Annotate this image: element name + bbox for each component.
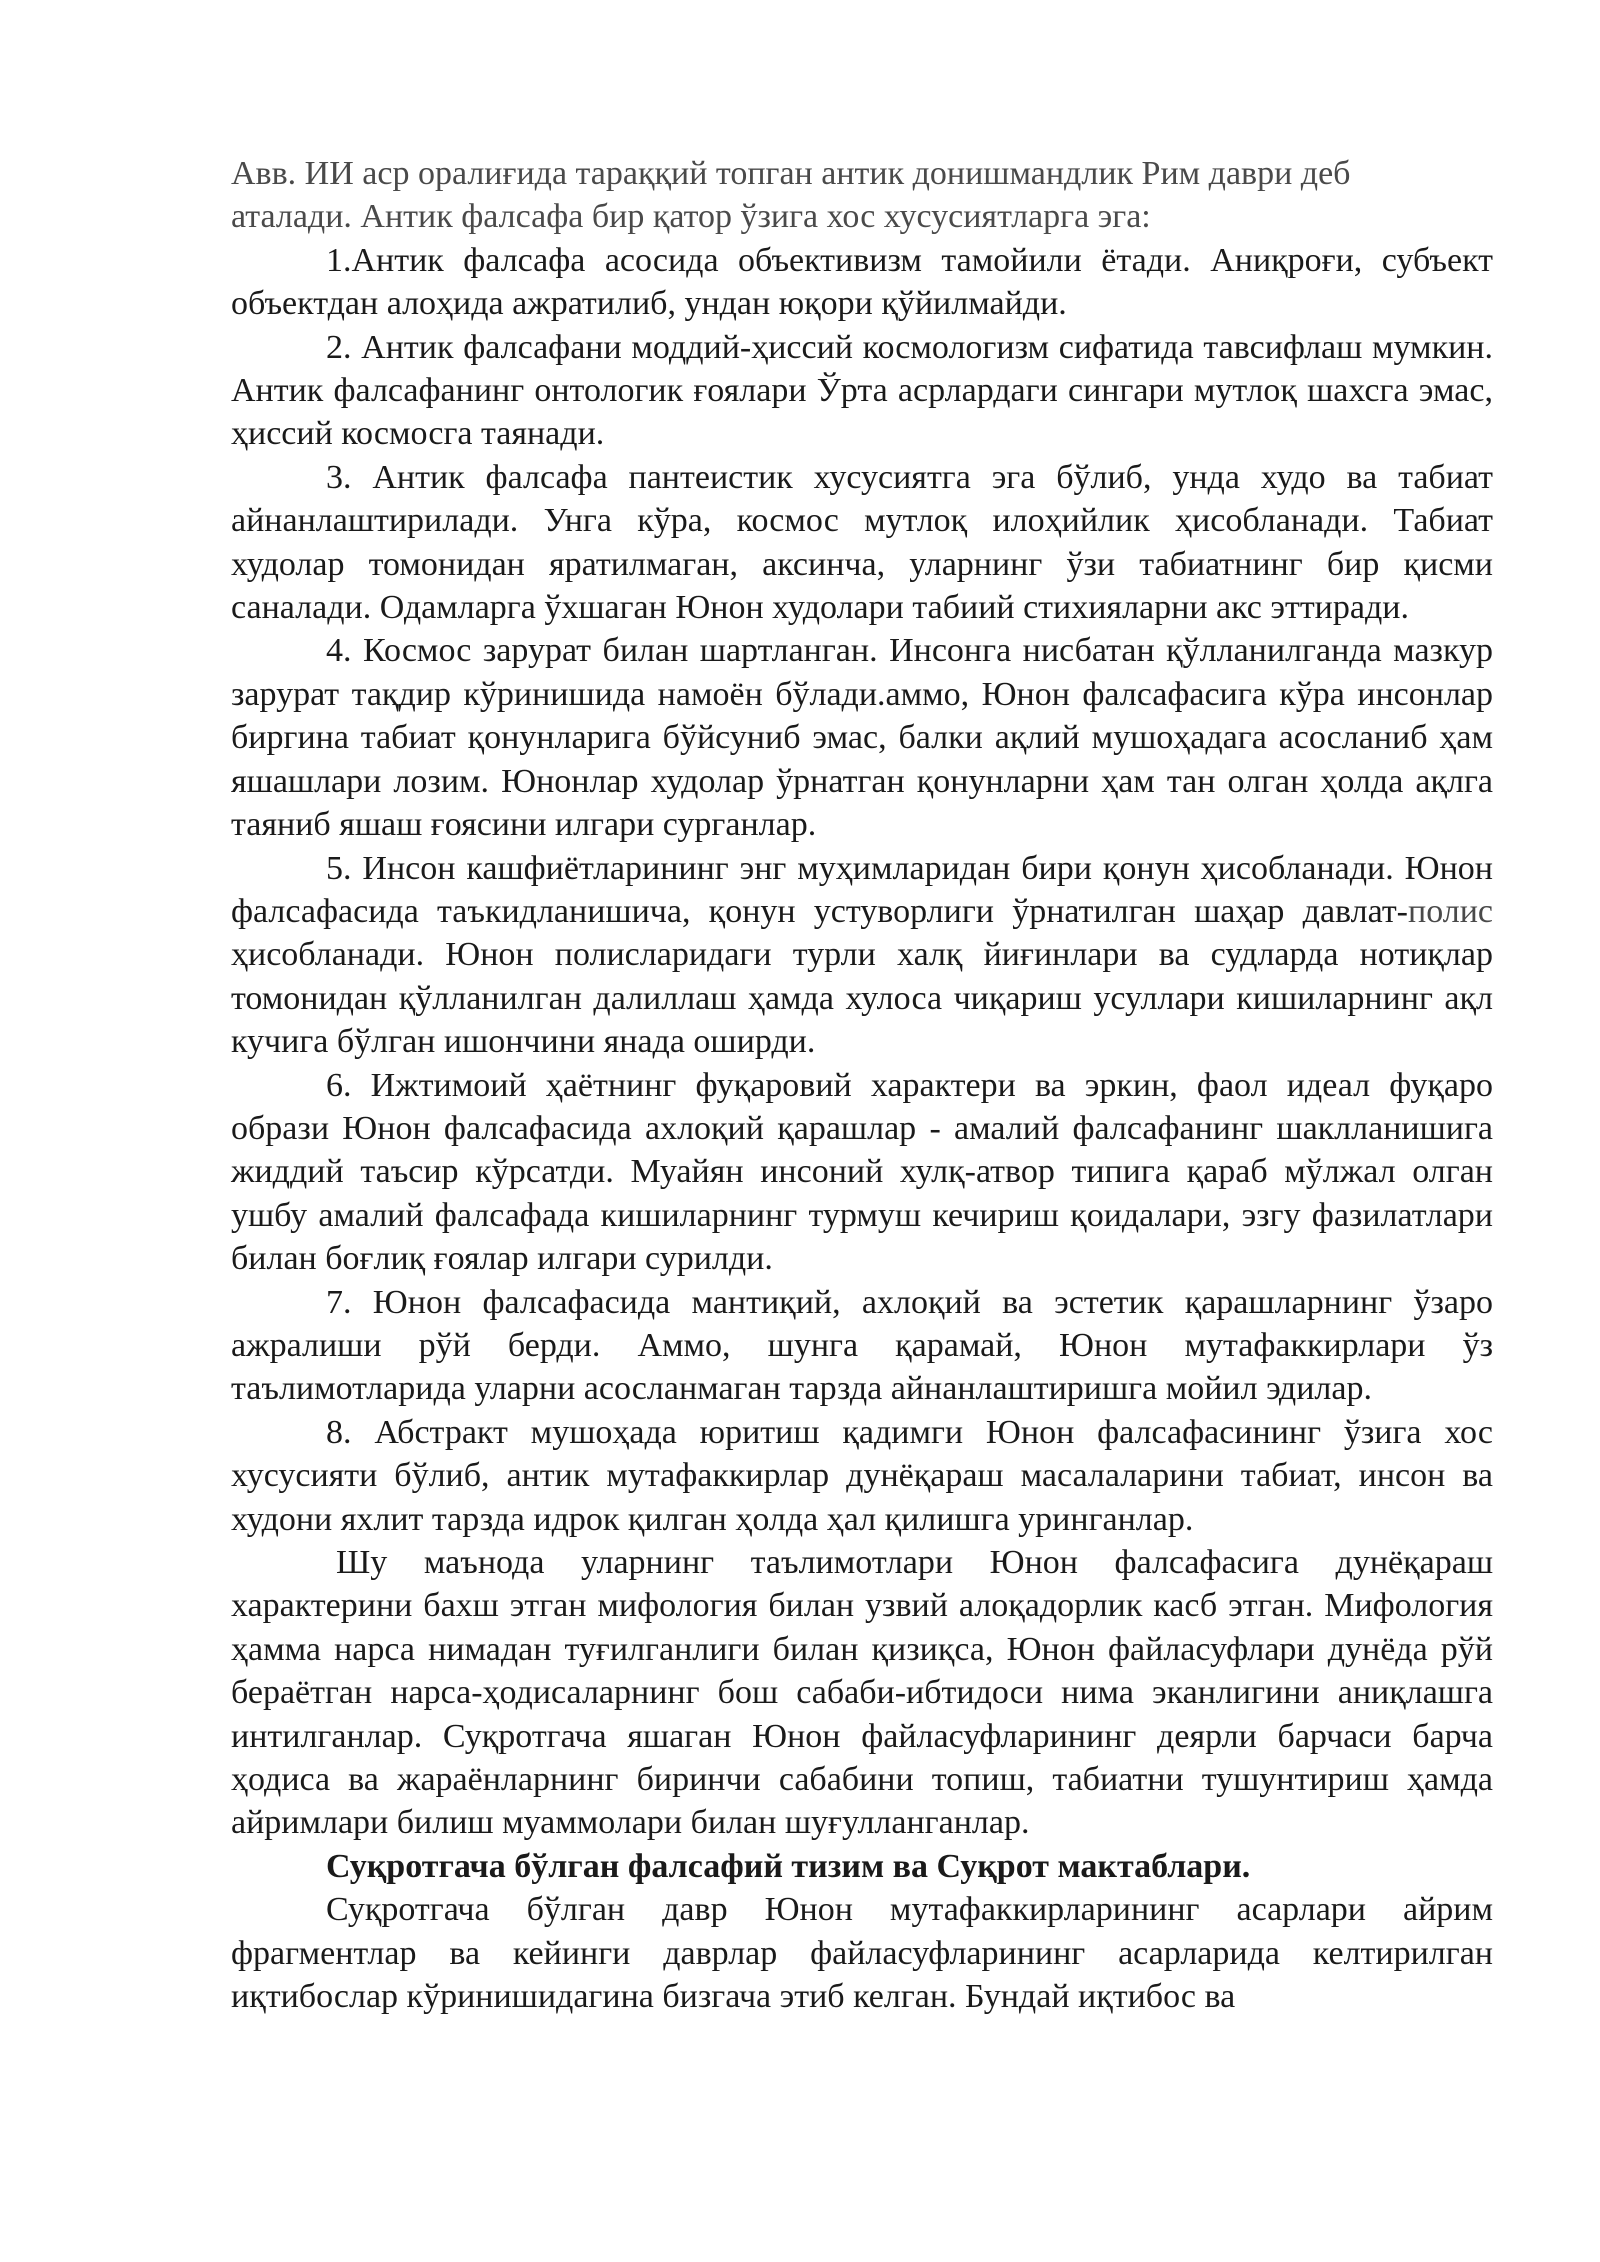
intro-line-2: аталади. Антик фалсафа бир қатор ўзига хос хусусиятларга эга: (231, 198, 1151, 236)
paragraph-presocratic: Суқротгача бўлган давр Юнон мутафаккирларининг асарлари айрим фрагментлар ва кейинги даврлар файласуфларининг асарларида келтирилган иқтибослар кўринишидагина бизгача этиб келган. Бундай иқтибос ва (231, 1891, 1493, 2016)
list-item-5 (231, 847, 1493, 1064)
list-item-1: 1.Антик фалсафа асосида объективизм тамойили ётади. Аниқроғи, субъект объектдан алоҳида ажратилиб, ундан юқори қўйилмайди. (231, 241, 1493, 323)
list-item-2: 2. Антик фалсафани моддий-ҳиссий космологизм сифатида тавсифлаш мумкин. Антик фалсафанинг онтологик ғоялари Ўрта асрлардаги сингари мутлоқ шахсга эмас, ҳиссий космосга таянади. (231, 328, 1493, 453)
paragraph-mythology: Шу маънода уларнинг таълимотлари Юнон фалсафасига дунёқараш характерини бахш этган мифология билан узвий алоқадорлик касб этган. Мифология ҳамма нарса нимадан туғилганлиги билан қизиқса, Юнон файласуфлари дунёда рўй бераётган нарса-ҳодисаларнинг бош сабаби-ибтидоси нима эканлигини аниқлашга интилганлар. Суқротгача яшаган Юнон файласуфларининг деярли барчаси барча ҳодиса ва жараёнларнинг биринчи сабабини топиш, табиатни тушунтириш ҳамда айримлари билиш муаммолари билан шуғулланганлар. (231, 1544, 1493, 1842)
list-item-4: 4. Космос зарурат билан шартланган. Инсонга нисбатан қўлланилганда мазкур зарурат тақдир кўринишида намоён бўлади.аммо, Юнон фалсафасига кўра инсонлар биргина табиат қонунларига бўйсуниб эмас, балки ақлий мушоҳадага асосланиб ҳам яшашлари лозим. Юнонлар худолар ўрнатган қонунларни ҳам тан олган ҳолда ақлга таяниб яшаш ғоясини илгари сурганлар. (231, 632, 1493, 844)
list-item-6: 6. Ижтимоий ҳаётнинг фуқаровий характери ва эркин, фаол идеал фуқаро образи Юнон фалсафасида ахлоқий қарашлар - амалий фалсафанинг шаклланишига жиддий таъсир кўрсатди. Муайян инсоний хулқ-атвор типига қараб мўлжал олган ушбу амалий фалсафада кишиларнинг турмуш кечириш қоидалари, эзгу фазилатлари билан боғлиқ ғоялар илгари сурилди. (231, 1066, 1493, 1278)
document-page (231, 152, 1493, 2018)
list-item-5-text-end: ҳисобланади. Юнон полисларидаги турли халқ йиғинлари ва судларда нотиқлар томонидан қўлланилган далиллаш ҳамда хулоса чиқариш усуллари кишиларнинг ақл кучига бўлган ишончини янада оширди. (231, 936, 1493, 1061)
section-heading: Суқротгача бўлган фалсафий тизим ва Суқрот мактаблари. (326, 1847, 1251, 1885)
list-item-8: 8. Абстракт мушоҳада юритиш қадимги Юнон фалсафасининг ўзига хос хусусияти бўлиб, антик мутафаккирлар дунёқараш масалаларини табиат, инсон ва худони яхлит тарзда идрок қилган ҳолда ҳал қилишга уринганлар. (231, 1413, 1493, 1538)
list-item-5-text-start: 5. Инсон кашфиётларининг энг муҳимларидан бири қонун ҳисобланади. Юнон фалсафасида таъкидланишича, қонун устуворлиги ўрнатилган шаҳар давлат- (231, 849, 1493, 930)
list-item-3: 3. Антик фалсафа пантеистик хусусиятга эга бўлиб, унда худо ва табиат айнанлаштирилади. Унга кўра, космос мутлоқ илоҳийлик ҳисобланади. Табиат худолар томонидан яратилмаган, аксинча, уларнинг ўзи табиатнинг бир қисми саналади. Одамларга ўхшаган Юнон худолари табиий стихияларни акс эттиради. (231, 458, 1493, 627)
intro-paragraph (231, 152, 1493, 239)
list-item-7: 7. Юнон фалсафасида мантиқий, ахлоқий ва эстетик қарашларнинг ўзаро ажралиши рўй берди. Аммо, шунга қарамай, Юнон мутафаккирлари ўз таълимотларида уларни асосланмаган тарзда айнанлаштиришга мойил эдилар. (231, 1283, 1493, 1408)
list-item-5-polis: полис (1408, 892, 1493, 930)
intro-line-1: Авв. ИИ аср оралиғида тараққий топган антик донишмандлик Рим даври деб (231, 155, 1351, 192)
